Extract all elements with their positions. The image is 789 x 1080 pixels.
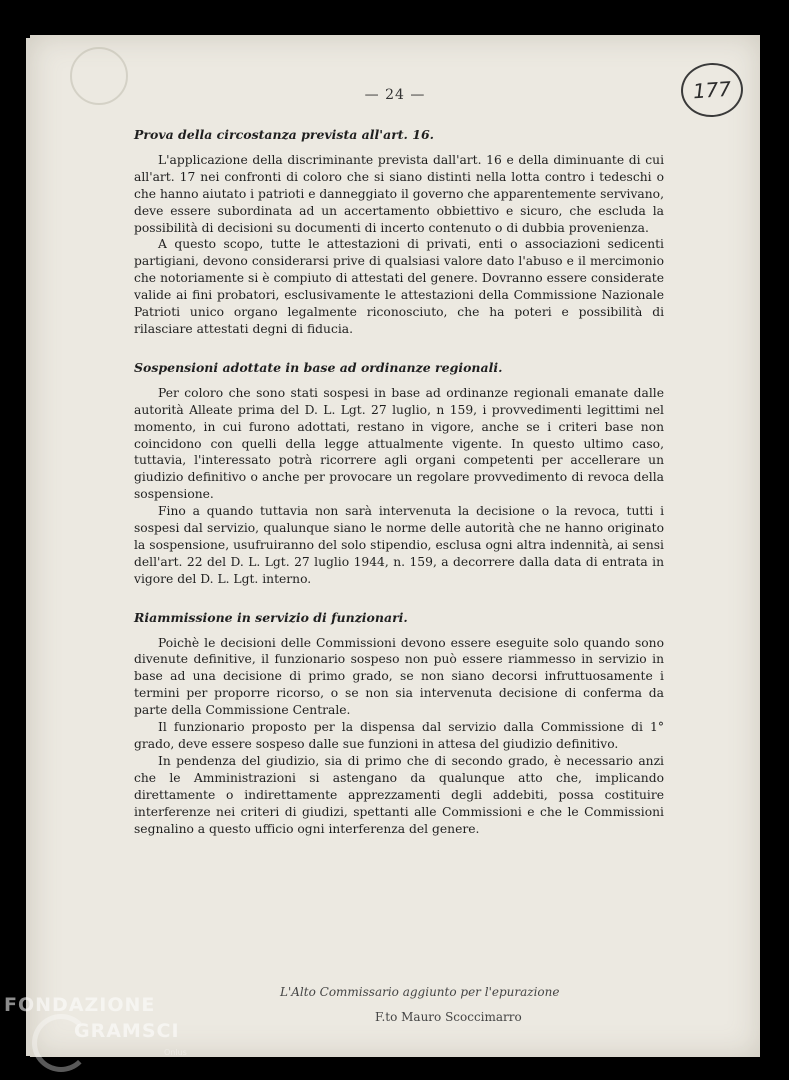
page-number: — 24 — (364, 87, 426, 103)
signature-title: L'Alto Commissario aggiunto per l'epurazione (280, 985, 560, 999)
paragraph: In pendenza del giudizio, sia di primo che di secondo grado, è necessario anzi che le Amministrazioni si astengano da qualunque atto che, implicando direttamente o indirettamente apprezzamenti degli addebiti, possa costituire interferenze nei criteri di giudizi, spettanti alle Commissioni e che le Commissioni segnalino a questo ufficio ogni interferenza del genere. (134, 753, 664, 836)
section-title: Prova della circostanza prevista all'art. 16. (134, 127, 435, 142)
section-suspensions (134, 360, 664, 588)
watermark-line1: FONDAZIONE (4, 994, 156, 1016)
signature-name: F.to Mauro Scoccimarro (375, 1010, 522, 1024)
paragraph: Fino a quando tuttavia non sarà intervenuta la decisione o la revoca, tutti i sospesi dal servizio, qualunque siano le norme delle autorità che ne hanno originato la sospensione, usufruiranno del solo stipendio, esclusa ogni altra indennità, ai sensi dell'art. 22 del D. L. Lgt. 27 luglio 1944, n. 159, a decorrere dalla data di entrata in vigore del D. L. Lgt. interno. (134, 504, 664, 586)
watermark-line2: GRAMSCI (74, 1020, 180, 1042)
paragraph: Per coloro che sono stati sospesi in base ad ordinanze regionali emanate dalle autorità Alleate prima del D. L. Lgt. 27 luglio, n 159, i provvedimenti legittimi nel momento, in cui furono adottati, restano in vigore, anche se i criteri base non coincidono con quelli della legge attualmente vigente. In questo ultimo caso, tuttavia, l'interessato potrà ricorrere agli organi competenti per accellerare un giudizio definitivo o anche per provocare un regolare provvedimento di revoca della sospensione. (134, 385, 664, 502)
fondazione-gramsci-watermark (4, 994, 194, 1074)
document-body (134, 127, 664, 837)
section-title: Sospensioni adottate in base ad ordinanze regionali. (134, 359, 503, 375)
watermark-line3: Onlus (164, 1048, 187, 1057)
section-proof (134, 127, 664, 338)
paragraph: Poichè le decisioni delle Commissioni devono essere eseguite solo quando sono divenute definitive, il funzionario sospeso non può essere riammesso in servizio in base ad una decisione di primo grado, se non siano decorsi infruttuosamente i termini per proporre ricorso, o se non sia intervenuta decisione di conferma da parte della Commissione Centrale. (134, 635, 664, 718)
document-page (30, 35, 760, 1057)
section-readmission (134, 610, 664, 838)
paragraph: Il funzionario proposto per la dispensa dal servizio dalla Commissione di 1° grado, deve essere sospeso dalle sue funzioni in attesa del giudizio definitivo. (134, 720, 664, 751)
paragraph: L'applicazione della discriminante prevista dall'art. 16 e della diminuante di cui all'art. 17 nei confronti di coloro che si siano distinti nella lotta contro i tedeschi o che hanno aiutato i patrioti e danneggiato il governo che apparentemente servivano, deve essere subordinata ad un accertamento obbiettivo e sicuro, che escluda la possibilità di decisioni su documenti di incerto contenuto o di dubbia provenienza. (134, 152, 664, 235)
archive-number-stamp: 177 (679, 61, 745, 119)
section-title: Riammissione in servizio di funzionari. (134, 609, 408, 625)
paragraph: A questo scopo, tutte le attestazioni di privati, enti o associazioni sedicenti partigiani, devono considerarsi prive di qualsiasi valore dato l'abuso e il mercimonio che notoriamente si è compiuto di attestati del genere. Dovranno essere considerate valide ai fini probatori, esclusivamente le attestazioni della Commissione Nazionale Patrioti unico organo legalmente riconosciuto, che ha poteri e possibilità di rilasciare attestati degni di fiducia. (134, 237, 664, 336)
